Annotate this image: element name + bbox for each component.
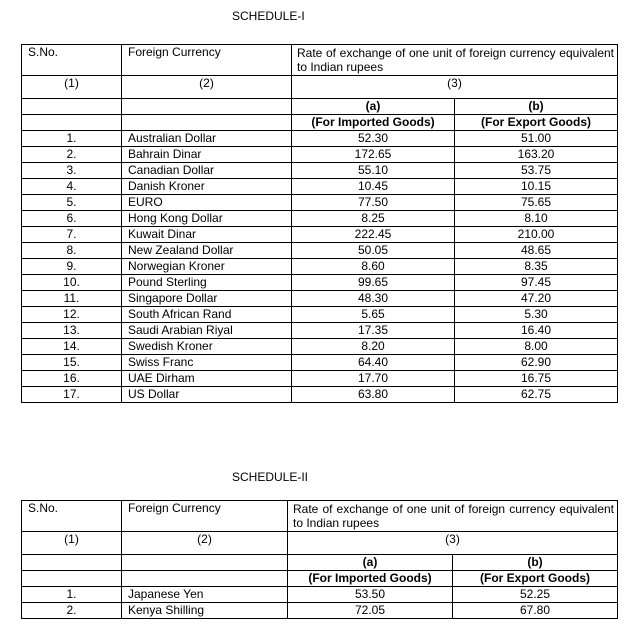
currency-name-cell: EURO	[122, 195, 292, 211]
sub-header-a: (a)	[292, 99, 455, 115]
table-row	[22, 355, 618, 371]
export-rate-cell: 16.40	[455, 323, 618, 339]
serial-number-cell: 3.	[22, 163, 122, 179]
column-number-row	[22, 76, 618, 99]
imported-rate-cell: 222.45	[292, 227, 455, 243]
export-rate-cell: 52.25	[453, 587, 618, 603]
currency-header: Foreign Currency	[122, 501, 288, 532]
currency-name-cell: Australian Dollar	[122, 131, 292, 147]
imported-rate-cell: 55.10	[292, 163, 455, 179]
currency-name-cell: New Zealand Dollar	[122, 243, 292, 259]
serial-number-cell: 13.	[22, 323, 122, 339]
export-rate-cell: 8.35	[455, 259, 618, 275]
currency-name-cell: Bahrain Dinar	[122, 147, 292, 163]
table-row	[22, 587, 618, 603]
serial-number-cell: 10.	[22, 275, 122, 291]
schedule-1-title: SCHEDULE-I	[232, 9, 305, 23]
currency-name-cell: Kuwait Dinar	[122, 227, 292, 243]
schedule-2-title: SCHEDULE-II	[232, 470, 309, 484]
export-rate-cell: 8.10	[455, 211, 618, 227]
currency-name-cell: UAE Dirham	[122, 371, 292, 387]
export-goods-header: (For Export Goods)	[453, 571, 618, 587]
serial-number-cell: 7.	[22, 227, 122, 243]
export-rate-cell: 62.75	[455, 387, 618, 403]
empty-cell	[122, 115, 292, 131]
table-row	[22, 243, 618, 259]
export-rate-cell: 47.20	[455, 291, 618, 307]
currency-name-cell: Swedish Kroner	[122, 339, 292, 355]
empty-cell	[122, 555, 288, 571]
serial-number-cell: 8.	[22, 243, 122, 259]
currency-name-cell: Norwegian Kroner	[122, 259, 292, 275]
imported-rate-cell: 5.65	[292, 307, 455, 323]
column-number-2: (2)	[122, 76, 292, 99]
imported-rate-cell: 50.05	[292, 243, 455, 259]
serial-number-cell: 11.	[22, 291, 122, 307]
sub-header-letter-row	[22, 99, 618, 115]
empty-cell	[22, 99, 122, 115]
export-rate-cell: 75.65	[455, 195, 618, 211]
currency-name-cell: Saudi Arabian Riyal	[122, 323, 292, 339]
imported-rate-cell: 48.30	[292, 291, 455, 307]
column-number-1: (1)	[22, 532, 122, 555]
currency-name-cell: Hong Kong Dollar	[122, 211, 292, 227]
serial-number-cell: 1.	[22, 587, 122, 603]
export-rate-cell: 163.20	[455, 147, 618, 163]
currency-name-cell: Singapore Dollar	[122, 291, 292, 307]
column-number-3: (3)	[292, 76, 618, 99]
currency-name-cell: Pound Sterling	[122, 275, 292, 291]
schedule-2-table	[21, 500, 618, 619]
table-row	[22, 323, 618, 339]
column-number-2: (2)	[122, 532, 288, 555]
imported-rate-cell: 52.30	[292, 131, 455, 147]
table-row	[22, 195, 618, 211]
export-rate-cell: 210.00	[455, 227, 618, 243]
export-rate-cell: 16.75	[455, 371, 618, 387]
imported-rate-cell: 72.05	[288, 603, 453, 619]
table-row	[22, 259, 618, 275]
sub-header-b: (b)	[453, 555, 618, 571]
imported-rate-cell: 77.50	[292, 195, 455, 211]
empty-cell	[22, 555, 122, 571]
export-rate-cell: 97.45	[455, 275, 618, 291]
imported-rate-cell: 63.80	[292, 387, 455, 403]
serial-number-cell: 4.	[22, 179, 122, 195]
sno-header: S.No.	[22, 501, 122, 532]
column-number-1: (1)	[22, 76, 122, 99]
table-row	[22, 371, 618, 387]
export-rate-cell: 10.15	[455, 179, 618, 195]
serial-number-cell: 14.	[22, 339, 122, 355]
header-row	[22, 45, 618, 76]
imported-rate-cell: 8.25	[292, 211, 455, 227]
imported-rate-cell: 8.20	[292, 339, 455, 355]
column-number-row	[22, 532, 618, 555]
currency-name-cell: Canadian Dollar	[122, 163, 292, 179]
export-goods-header: (For Export Goods)	[455, 115, 618, 131]
column-number-3: (3)	[288, 532, 618, 555]
currency-name-cell: South African Rand	[122, 307, 292, 323]
imported-rate-cell: 99.65	[292, 275, 455, 291]
currency-name-cell: Swiss Franc	[122, 355, 292, 371]
serial-number-cell: 2.	[22, 603, 122, 619]
table-row	[22, 227, 618, 243]
imported-rate-cell: 64.40	[292, 355, 455, 371]
imported-rate-cell: 10.45	[292, 179, 455, 195]
table-row	[22, 603, 618, 619]
export-rate-cell: 62.90	[455, 355, 618, 371]
empty-cell	[122, 571, 288, 587]
currency-name-cell: Kenya Shilling	[122, 603, 288, 619]
empty-cell	[22, 115, 122, 131]
export-rate-cell: 48.65	[455, 243, 618, 259]
serial-number-cell: 2.	[22, 147, 122, 163]
export-rate-cell: 53.75	[455, 163, 618, 179]
sub-header-desc-row	[22, 571, 618, 587]
table-row	[22, 179, 618, 195]
rate-header: Rate of exchange of one unit of foreign currency equivalent to Indian rupees	[288, 501, 618, 532]
serial-number-cell: 12.	[22, 307, 122, 323]
serial-number-cell: 17.	[22, 387, 122, 403]
serial-number-cell: 1.	[22, 131, 122, 147]
export-rate-cell: 51.00	[455, 131, 618, 147]
currency-name-cell: US Dollar	[122, 387, 292, 403]
sub-header-letter-row	[22, 555, 618, 571]
serial-number-cell: 9.	[22, 259, 122, 275]
export-rate-cell: 5.30	[455, 307, 618, 323]
rate-header: Rate of exchange of one unit of foreign currency equivalent to Indian rupees	[292, 45, 618, 76]
table-row	[22, 387, 618, 403]
imported-rate-cell: 53.50	[288, 587, 453, 603]
imported-goods-header: (For Imported Goods)	[292, 115, 455, 131]
table-row	[22, 339, 618, 355]
schedule-1-table	[21, 44, 618, 403]
table-row	[22, 307, 618, 323]
sno-header: S.No.	[22, 45, 122, 76]
header-row	[22, 501, 618, 532]
table-row	[22, 147, 618, 163]
table-row	[22, 131, 618, 147]
currency-header: Foreign Currency	[122, 45, 292, 76]
table-row	[22, 211, 618, 227]
currency-name-cell: Japanese Yen	[122, 587, 288, 603]
empty-cell	[122, 99, 292, 115]
imported-goods-header: (For Imported Goods)	[288, 571, 453, 587]
sub-header-b: (b)	[455, 99, 618, 115]
currency-name-cell: Danish Kroner	[122, 179, 292, 195]
serial-number-cell: 16.	[22, 371, 122, 387]
imported-rate-cell: 8.60	[292, 259, 455, 275]
export-rate-cell: 67.80	[453, 603, 618, 619]
empty-cell	[22, 571, 122, 587]
table-row	[22, 163, 618, 179]
serial-number-cell: 5.	[22, 195, 122, 211]
export-rate-cell: 8.00	[455, 339, 618, 355]
imported-rate-cell: 172.65	[292, 147, 455, 163]
sub-header-a: (a)	[288, 555, 453, 571]
serial-number-cell: 6.	[22, 211, 122, 227]
serial-number-cell: 15.	[22, 355, 122, 371]
imported-rate-cell: 17.35	[292, 323, 455, 339]
imported-rate-cell: 17.70	[292, 371, 455, 387]
table-row	[22, 291, 618, 307]
table-row	[22, 275, 618, 291]
sub-header-desc-row	[22, 115, 618, 131]
